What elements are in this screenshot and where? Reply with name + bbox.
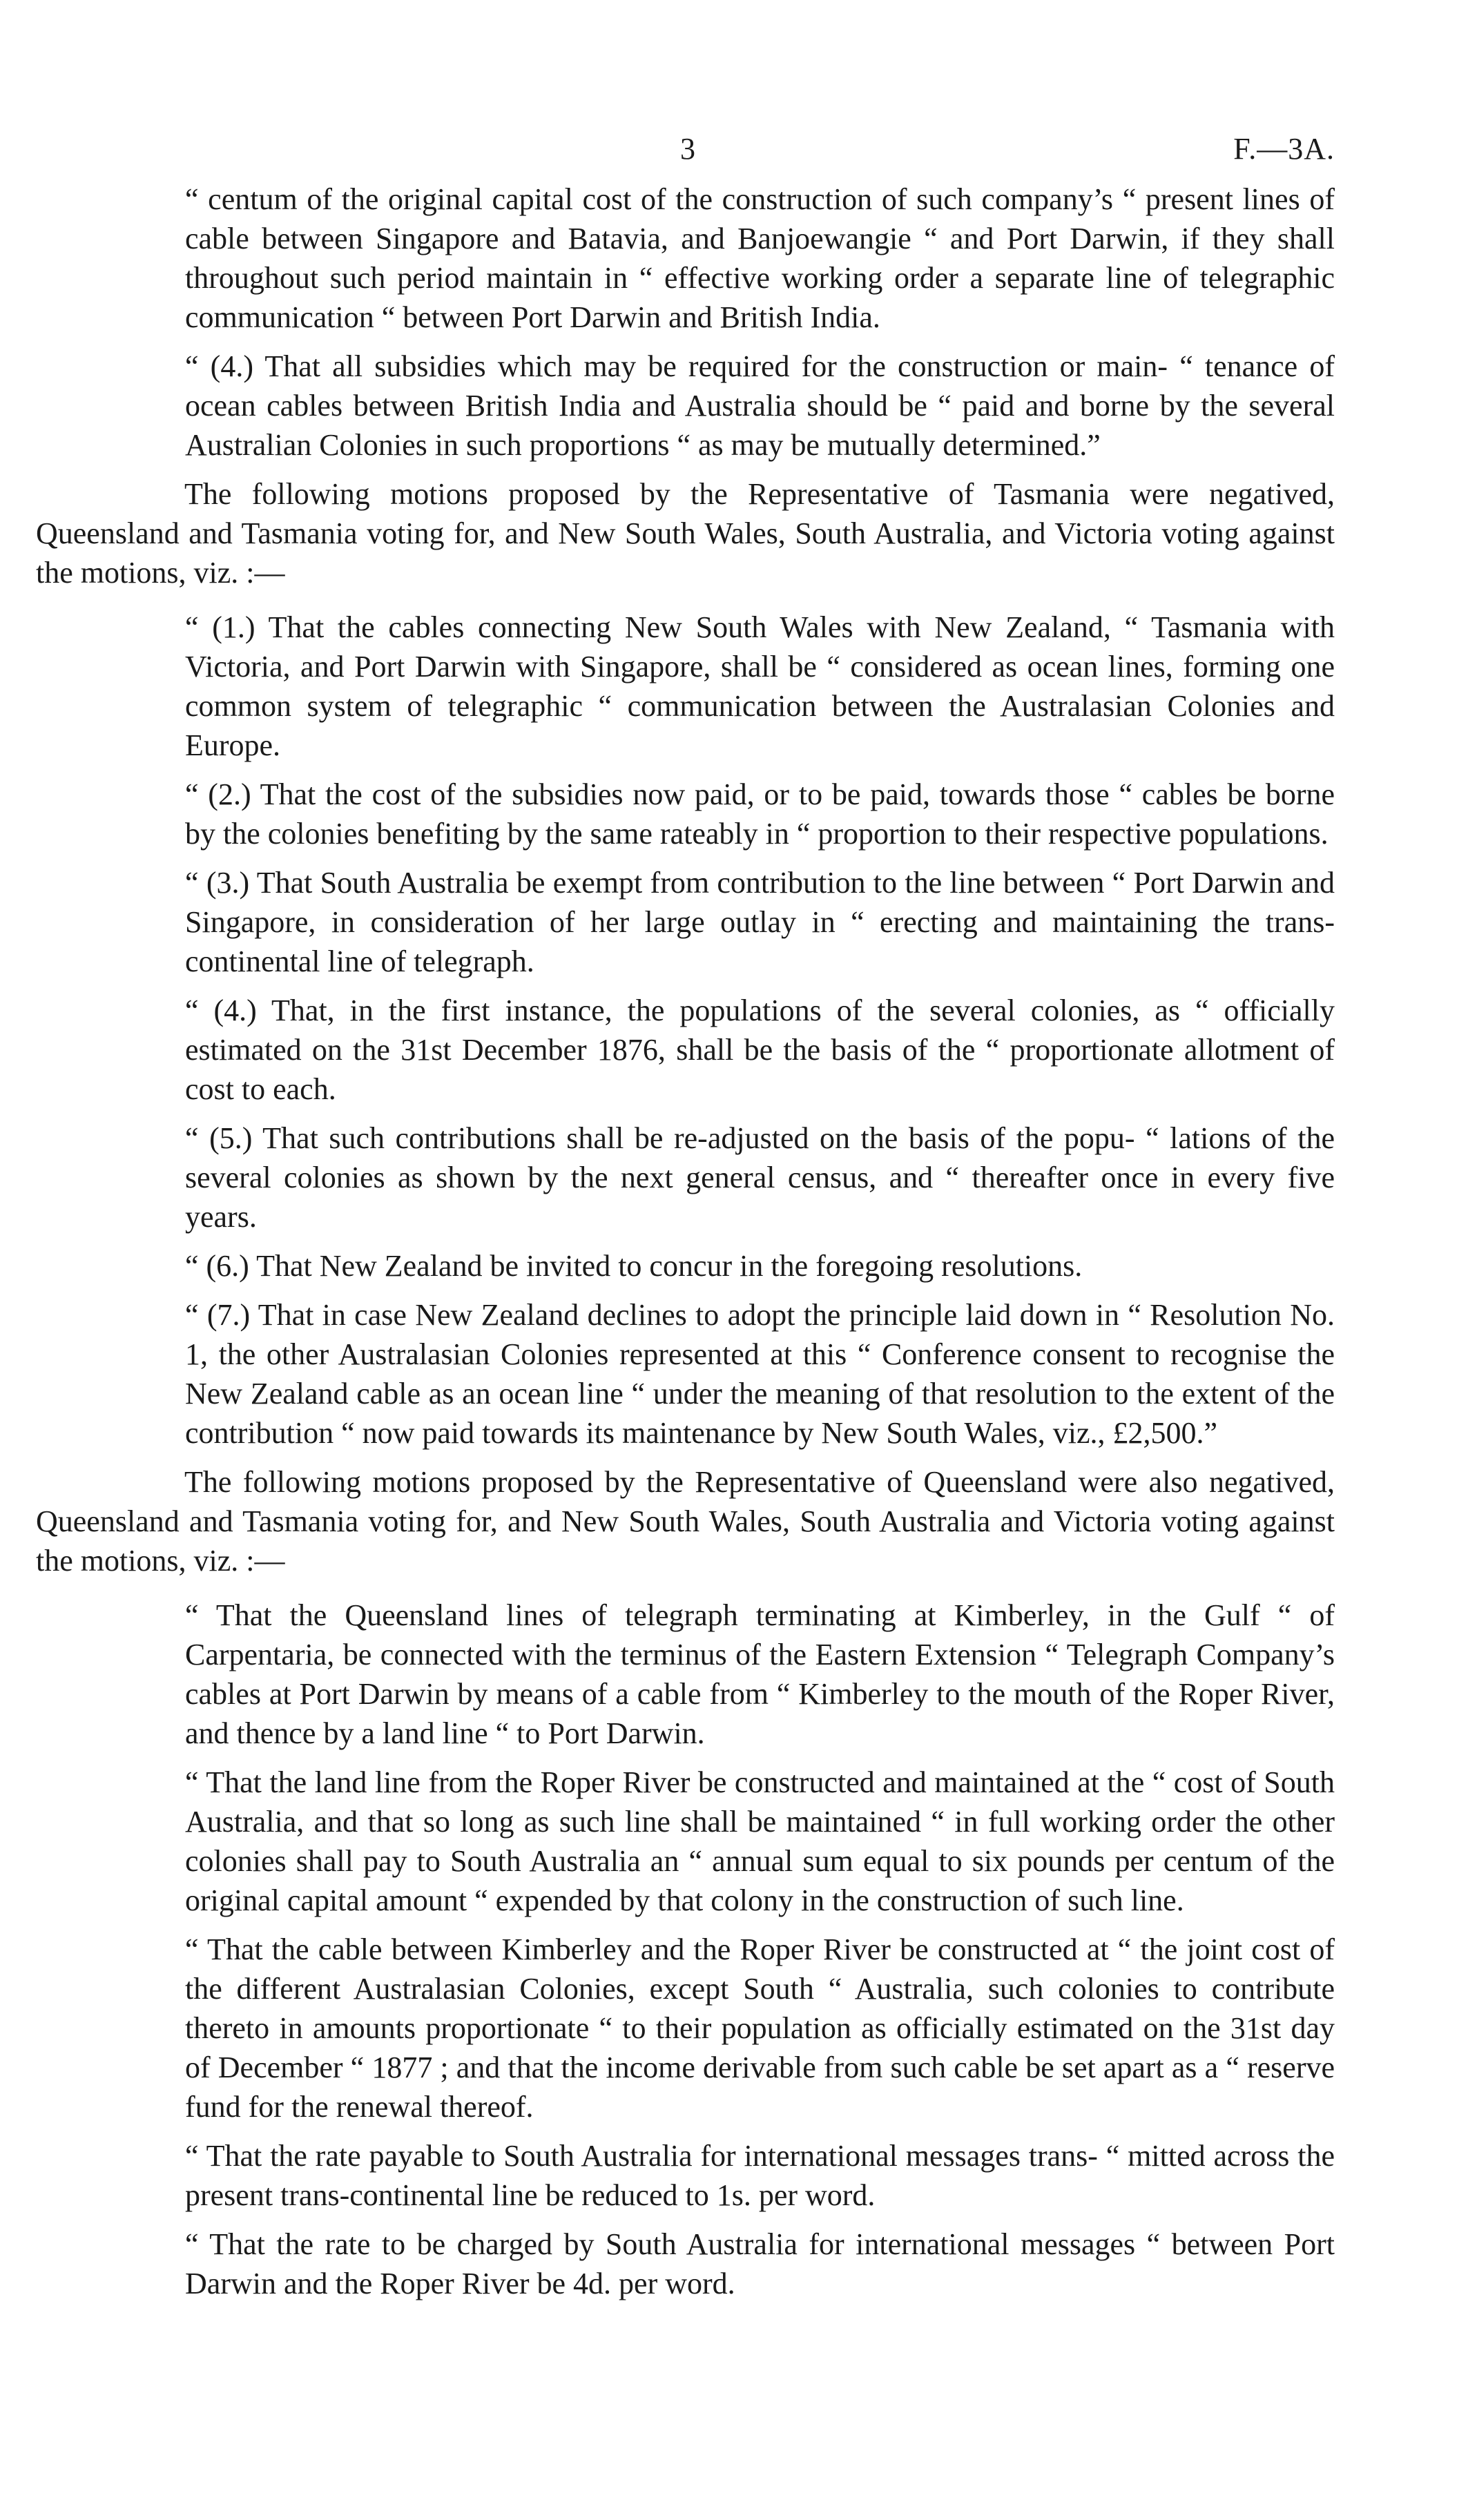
queensland-motion-4 <box>185 2136 1335 2215</box>
motion-text: That the rate payable to South Australia for international messages trans- “ mitted across the present trans-continental line be reduced to 1s. per word. <box>185 2139 1335 2212</box>
tasmania-intro-paragraph: The following motions proposed by the Representative of Tasmania were negatived, Queensland and Tasmania voting for, and New South Wales, South Australia, and Victoria voting against the motions, viz. :— <box>36 477 1335 590</box>
queensland-motions-list <box>185 1596 1335 2303</box>
motion-number: “ (5.) <box>185 1121 253 1155</box>
tasmania-motion-6 <box>185 1246 1335 1286</box>
tasmania-motion-4 <box>185 991 1335 1109</box>
continuation-text: “ centum of the original capital cost of the construction of such company’s “ present lines of cable between Singapore and Batavia, and Banjoewangie “ and Port Darwin, if they shall throughout such period maintain in “ effective working order a separate line of telegraphic communication “ between Port Darwin and British India. <box>185 182 1335 334</box>
motion-number: “ <box>185 2227 199 2261</box>
continuation-paragraph <box>185 180 1335 337</box>
resolution-4 <box>185 347 1335 465</box>
motion-number: “ <box>185 2139 199 2173</box>
motion-text: That such contributions shall be re-adjusted on the basis of the popu- “ lations of the several colonies as shown by the next general census, and “ thereafter once in every five years. <box>185 1121 1335 1234</box>
motion-text: That in case New Zealand declines to adopt the principle laid down in “ Resolution No. 1, the other Australasian Colonies represented at this “ Conference consent to recognise the New Zealand cable as an ocean line “ under the meaning of that resolution to the extent of the contribution “ now paid towards its maintenance by New South Wales, viz., £2,500.” <box>185 1298 1335 1450</box>
motion-text: That the cost of the subsidies now paid, or to be paid, towards those “ cables be borne by the colonies benefiting by the same rateably in “ proportion to their respective populations. <box>185 777 1335 851</box>
tasmania-motions-list <box>185 608 1335 1453</box>
page-header <box>0 131 1468 173</box>
motion-number: “ (4.) <box>185 994 257 1027</box>
document-reference: F.—3A. <box>1233 132 1335 166</box>
motion-number: “ (6.) <box>185 1249 249 1283</box>
queensland-motion-1 <box>185 1596 1335 1753</box>
motion-text: That the cables connecting New South Wales with New Zealand, “ Tasmania with Victoria, and Port Darwin with Singapore, shall be “ considered as ocean lines, forming one common system of telegraphic “ communication between the Australasian Colonies and Europe. <box>185 610 1335 762</box>
tasmania-motion-7 <box>185 1295 1335 1453</box>
resolution-text: That all subsidies which may be required for the construction or main- “ tenance of ocean cables between British India and Australia should be “ paid and borne by the several Australian Colonies in such proportions “ as may be mutually determined.” <box>185 349 1335 462</box>
motion-text: That the Queensland lines of telegraph terminating at Kimberley, in the Gulf “ of Carpentaria, be connected with the terminus of the Eastern Extension “ Telegraph Company’s cables at Port Darwin by means of a cable from “ Kimberley to the mouth of the Roper River, and thence by a land line “ to Port Darwin. <box>185 1598 1335 1750</box>
queensland-intro-paragraph: The following motions proposed by the Representative of Queensland were also negatived, Queensland and Tasmania voting for, and New South Wales, South Australia and Victoria voting against the motions, viz. :— <box>36 1465 1335 1578</box>
motion-number: “ (7.) <box>185 1298 251 1332</box>
motion-number: “ <box>185 1598 199 1632</box>
motion-text: That the cable between Kimberley and the Roper River be constructed at “ the joint cost of the different Australasian Colonies, except South “ Australia, such colonies to contribute thereto in amounts proportionate “ to their population as officially estimated on the 31st day of December “ 1877 ; and that the income derivable from such cable be set apart as a “ reserve fund for the renewal thereof. <box>185 1932 1335 2124</box>
page-number: 3 <box>680 132 695 166</box>
motion-number: “ (3.) <box>185 866 250 900</box>
motion-text: That the land line from the Roper River be constructed and maintained at the “ cost of South Australia, and that so long as such line shall be maintained “ in full working order the other colonies shall pay to South Australia an “ annual sum equal to six pounds per centum of the original capital amount “ expended by that colony in the construction of such line. <box>185 1765 1335 1917</box>
motion-text: That the rate to be charged by South Australia for international messages “ between Port Darwin and the Roper River be 4d. per word. <box>185 2227 1335 2300</box>
tasmania-motion-5 <box>185 1118 1335 1237</box>
queensland-motion-5 <box>185 2225 1335 2303</box>
motion-number: “ (1.) <box>185 610 255 644</box>
motion-number: “ <box>185 1932 199 1966</box>
motion-text: That, in the first instance, the populations of the several colonies, as “ officially estimated on the 31st December 1876, shall be the basis of the “ proportionate allotment of cost to each. <box>185 994 1335 1106</box>
motion-text: That New Zealand be invited to concur in the foregoing resolutions. <box>256 1249 1083 1283</box>
queensland-motion-2 <box>185 1763 1335 1920</box>
tasmania-motion-1 <box>185 608 1335 765</box>
resolution-number: “ (4.) <box>185 349 253 383</box>
page-body <box>0 180 1468 2313</box>
motion-number: “ (2.) <box>185 777 251 811</box>
motion-text: That South Australia be exempt from contribution to the line between “ Port Darwin and Singapore, in consideration of her large outlay in “ erecting and maintaining the trans-continental line of telegraph. <box>185 866 1335 978</box>
motion-number: “ <box>185 1765 199 1799</box>
tasmania-motion-2 <box>185 775 1335 853</box>
queensland-motion-3 <box>185 1930 1335 2126</box>
tasmania-motion-3 <box>185 863 1335 981</box>
